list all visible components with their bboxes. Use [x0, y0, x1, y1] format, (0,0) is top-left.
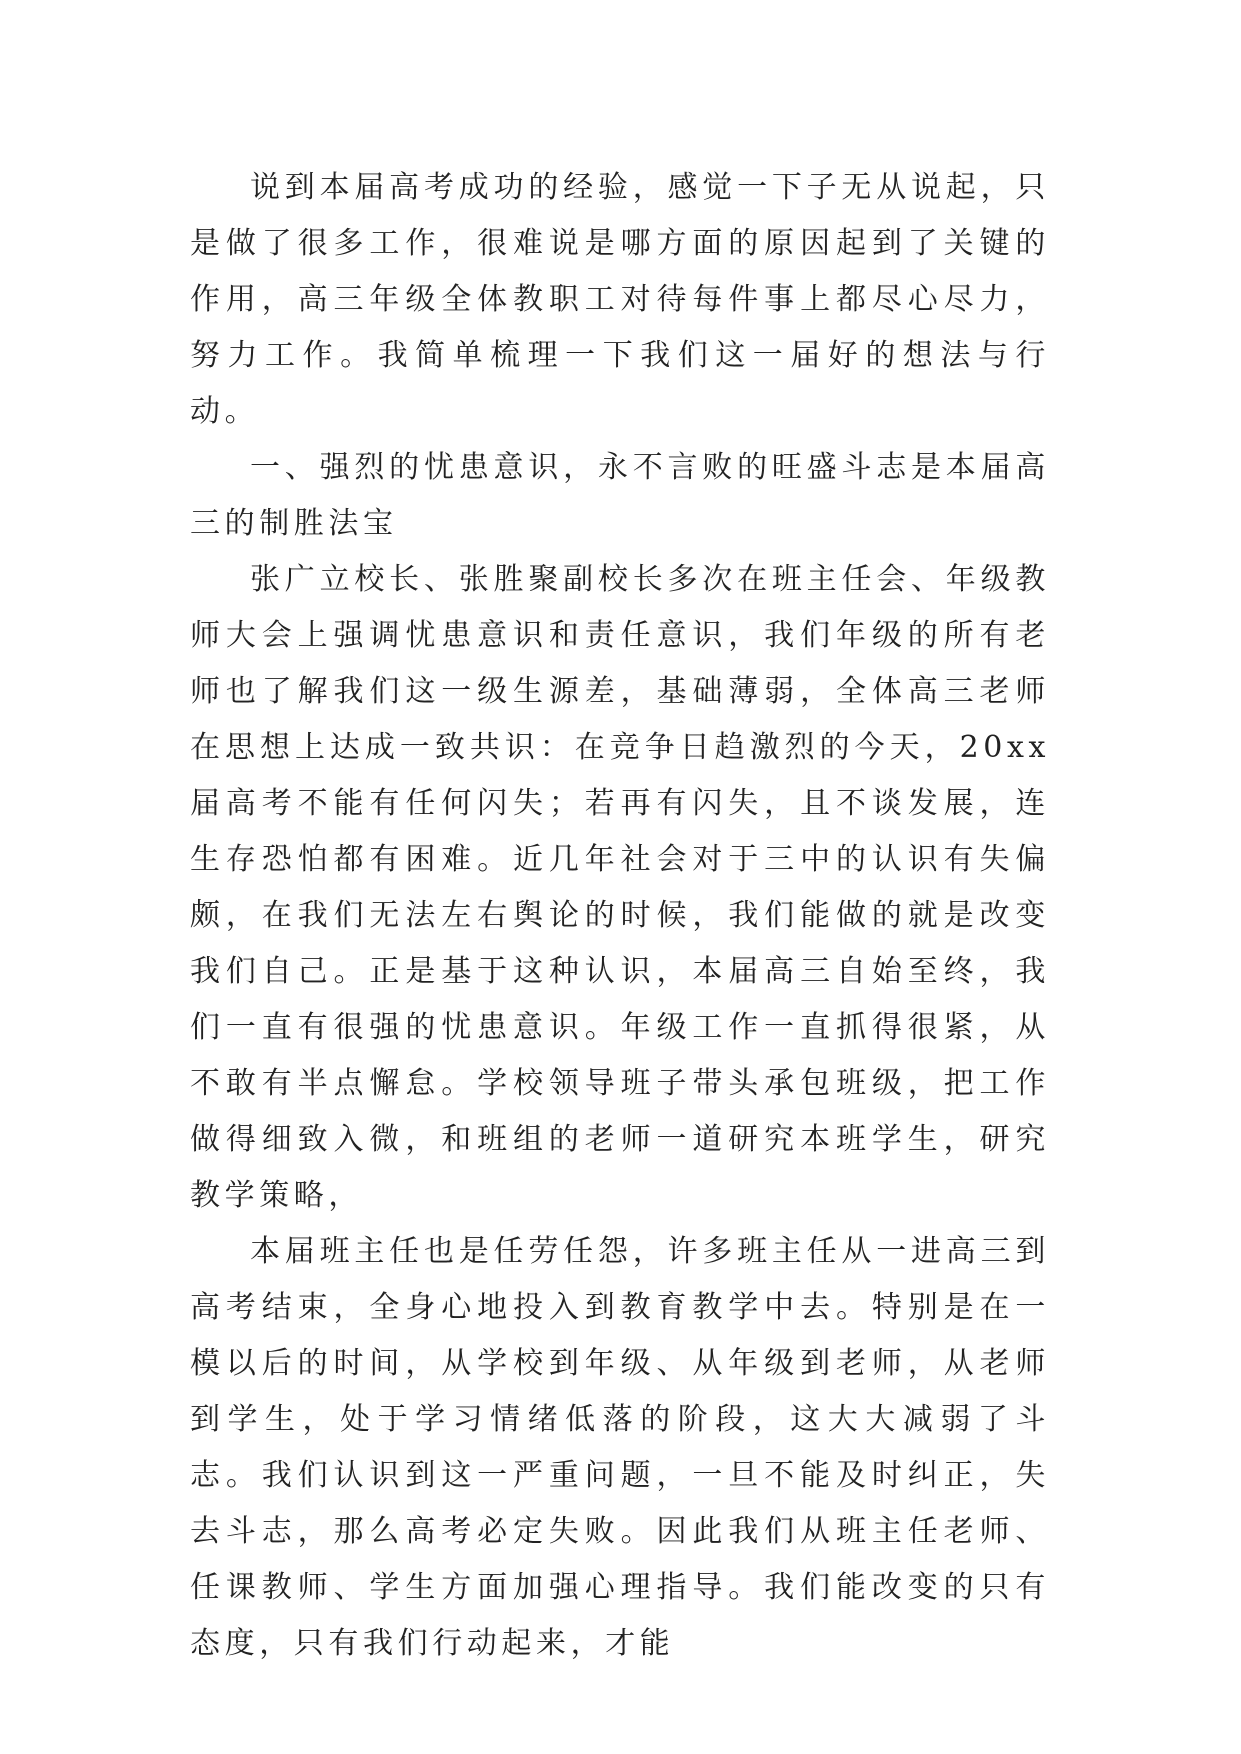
paragraph-awareness: 张广立校长、张胜聚副校长多次在班主任会、年级教师大会上强调忧患意识和责任意识，我们年级的所有老师也了解我们这一级生源差，基础薄弱，全体高三老师在思想上达成一致共识：在竞争日趋激烈的今天，20xx届高考不能有任何闪失；若再有闪失，且不谈发展，连生存恐怕都有困难。近几年社会对于三中的认识有失偏颇，在我们无法左右舆论的时候，我们能做的就是改变我们自己。正是基于这种认识，本届高三自始至终，我们一直有很强的忧患意识。年级工作一直抓得很紧，从不敢有半点懈怠。学校领导班子带头承包班级，把工作做得细致入微，和班组的老师一道研究本班学生，研究教学策略， [190, 562, 1050, 1213]
section-heading-1: 一、强烈的忧患意识，永不言败的旺盛斗志是本届高三的制胜法宝 [190, 450, 1050, 541]
paragraph-head-teachers: 本届班主任也是任劳任怨，许多班主任从一进高三到高考结束，全身心地投入到教育教学中去。特别是在一模以后的时间，从学校到年级、从年级到老师，从老师到学生，处于学习情绪低落的阶段，这大大减弱了斗志。我们认识到这一严重问题，一旦不能及时纠正，失去斗志，那么高考必定失败。因此我们从班主任老师、任课教师、学生方面加强心理指导。我们能改变的只有态度，只有我们行动起来，才能 [190, 1234, 1050, 1661]
document-body [190, 160, 1050, 1672]
paragraph-intro: 说到本届高考成功的经验，感觉一下子无从说起，只是做了很多工作，很难说是哪方面的原因起到了关键的作用，高三年级全体教职工对待每件事上都尽心尽力，努力工作。我简单梳理一下我们这一届好的想法与行动。 [190, 170, 1050, 429]
